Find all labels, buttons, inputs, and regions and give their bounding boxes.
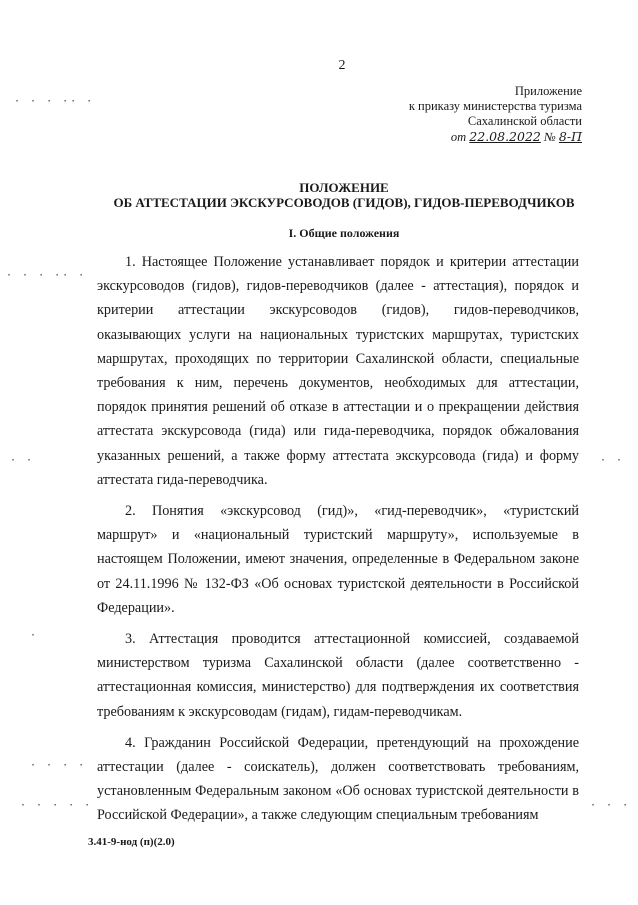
scan-speck: · · [600, 455, 625, 466]
paragraph-2: 2. Понятия «экскурсовод (гид)», «гид-переводчик», «туристский маршрут» и «национальный туристский маршруту», используемые в настоящем Положении, имеют значения, определенные в Федеральном законе от 24.11.1996 № 132-ФЗ «Об основах туристской деятельности в Российской Федерации». [97, 503, 579, 616]
scan-speck: · · [10, 455, 35, 466]
scan-speck: · · · [590, 800, 631, 811]
appendix-date-line [322, 129, 582, 145]
paragraph-3: 3. Аттестация проводится аттестационной комиссией, создаваемой министерством туризма Сахалинской области (далее соответственно - аттестационная комиссия, министерство) для подтверждения их соответствия требованиям к экскурсоводам (гидам), гидам-переводчикам. [97, 631, 579, 720]
date-prefix: от [450, 130, 467, 144]
title-line-2: ОБ АТТЕСТАЦИИ ЭКСКУРСОВОДОВ (ГИДОВ), ГИДОВ-ПЕРЕВОДЧИКОВ [113, 195, 575, 210]
appendix-block [322, 84, 582, 145]
section-heading: I. Общие положения [288, 226, 400, 240]
appendix-line-1: Приложение [514, 84, 582, 98]
appendix-line-2: к приказу министерства туризма [408, 99, 582, 113]
page-number: 2 [338, 58, 346, 73]
scan-speck: · [30, 630, 39, 641]
paragraph-1: 1. Настоящее Положение устанавливает порядок и критерии аттестации экскурсоводов (гидов), гидов-переводчиков (далее - аттестация), порядок и критерии аттестации экскурсоводов (гидов), гидов-переводчиков, оказывающих услуги на национальных туристских маршрутах, туристских маршрутах, проходящих по территории Сахалинской области, специальные требования к ним, перечень документов, необходимых для аттестации, порядок принятия решений об отказе в аттестации и о прекращении действия аттестата экскурсовода (гида) или гида-переводчика, порядок обжалования указанных решений, а также форму аттестата экскурсовода (гида) и форму аттестата гида-переводчика. [97, 254, 579, 488]
number-prefix: № [544, 130, 556, 144]
appendix-line-3: Сахалинской области [467, 114, 582, 128]
document-title [100, 180, 588, 210]
handwritten-number: 8-П [558, 129, 582, 144]
scan-speck: · · · ·· · [14, 96, 95, 107]
scan-speck: · · · · · [20, 800, 93, 811]
scan-speck: · · · ·· · [6, 270, 87, 281]
handwritten-date: 22.08.2022 [469, 129, 541, 144]
paragraph-4: 4. Гражданин Российской Федерации, претендующий на прохождение аттестации (далее - соискатель), должен соответствовать требованиям, установленным Федеральным законом «Об основах туристской деятельности в Российской Федерации», а также следующим специальным требованиям [97, 734, 579, 824]
footer-code: 3.41-9-нод (п)(2.0) [88, 836, 175, 848]
scan-speck: · · · · [30, 760, 87, 771]
document-body [97, 250, 579, 835]
title-line-1: ПОЛОЖЕНИЕ [299, 180, 389, 195]
